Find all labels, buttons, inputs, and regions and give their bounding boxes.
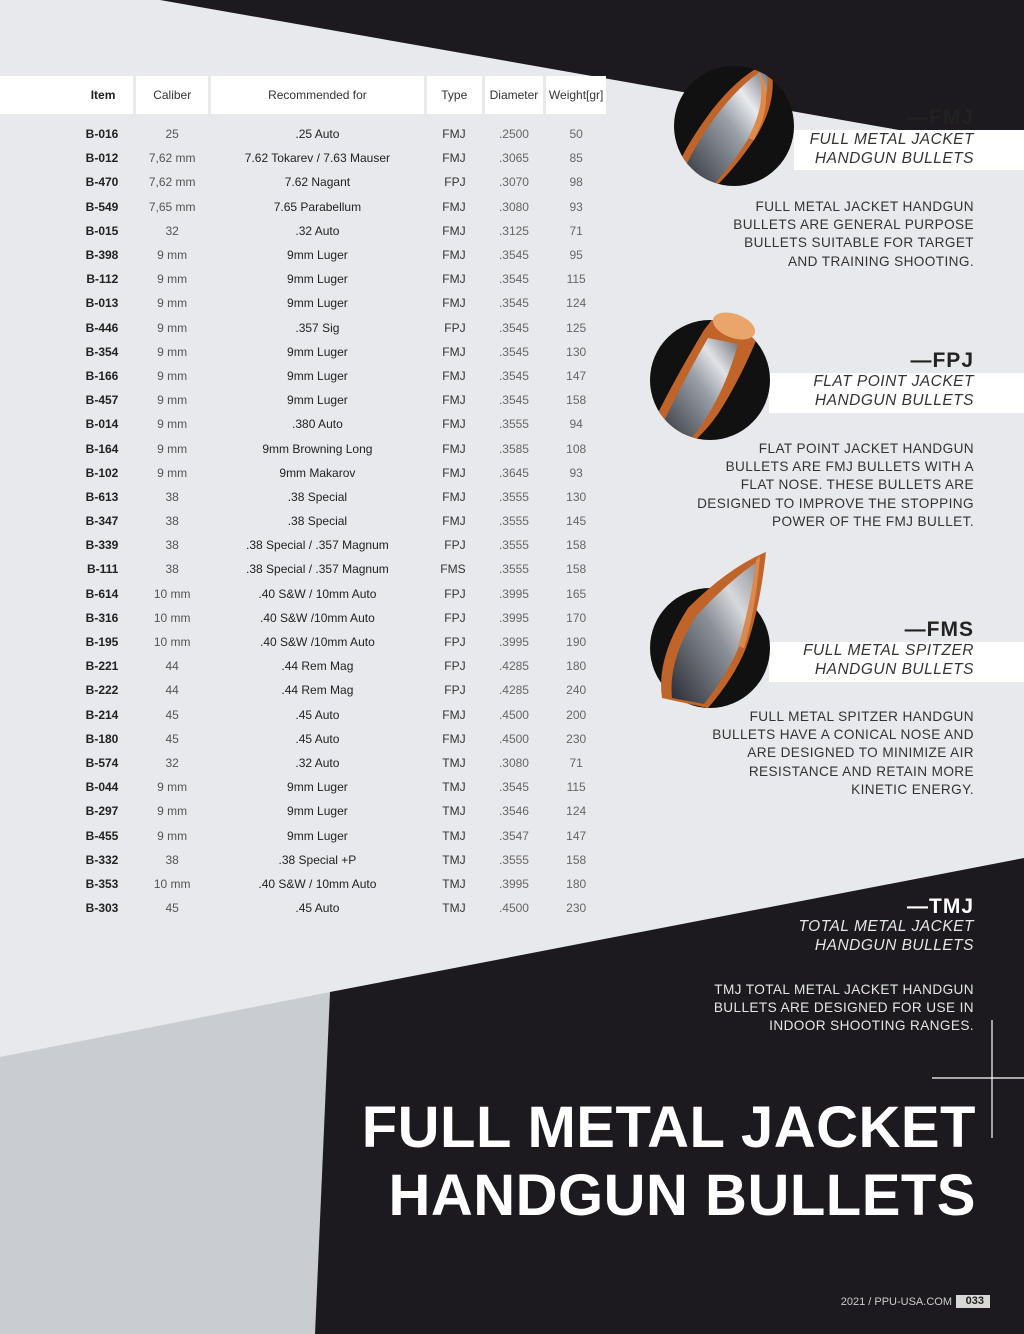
cell-item: B-353 xyxy=(85,876,119,891)
cell-type: FMJ xyxy=(442,272,466,287)
cell-recommended: .38 Special / .357 Magnum xyxy=(246,538,389,553)
header-weight-label: Weight xyxy=(548,87,587,102)
fms-bullet-icon xyxy=(648,548,772,708)
cell-recommended: 9mm Luger xyxy=(287,368,348,383)
cell-weight: 95 xyxy=(569,248,583,263)
page-number: 033 xyxy=(956,1295,990,1308)
cell-recommended: .38 Special xyxy=(287,489,348,504)
cell-caliber: 10 mm xyxy=(153,610,191,625)
cell-recommended: .32 Auto xyxy=(295,223,340,238)
cell-diameter: .3545 xyxy=(498,248,529,263)
cell-diameter: .4500 xyxy=(498,731,529,746)
cell-weight: 230 xyxy=(566,901,587,916)
fmj-description-line: BULLETS SUITABLE FOR TARGET xyxy=(744,235,974,251)
cell-diameter: .3995 xyxy=(498,635,529,650)
cell-type: FMJ xyxy=(442,441,466,456)
cell-caliber: 9 mm xyxy=(157,296,188,311)
cell-caliber: 9 mm xyxy=(157,272,188,287)
cell-item: B-044 xyxy=(85,780,119,795)
cell-caliber: 10 mm xyxy=(153,635,191,650)
table-row xyxy=(0,727,606,751)
cell-item: B-014 xyxy=(85,417,119,432)
table-row xyxy=(0,654,606,678)
cell-weight: 125 xyxy=(566,320,587,335)
cell-caliber: 9 mm xyxy=(157,368,188,383)
cell-weight: 93 xyxy=(569,199,583,214)
header-weight xyxy=(546,76,606,114)
cell-caliber: 38 xyxy=(165,562,179,577)
fmj-subtitle xyxy=(810,131,974,168)
cell-type: FMJ xyxy=(442,223,466,238)
cell-diameter: .3545 xyxy=(498,344,529,359)
cell-diameter: .3080 xyxy=(498,199,529,214)
cell-diameter: .3555 xyxy=(498,538,529,553)
fpj-subtitle-line2: HANDGUN BULLETS xyxy=(814,391,974,409)
table-row xyxy=(0,509,606,533)
table-row xyxy=(0,243,606,267)
cell-diameter: .3546 xyxy=(498,804,529,819)
cell-item: B-195 xyxy=(85,635,119,650)
cell-type: FPJ xyxy=(444,635,466,650)
cell-weight: 240 xyxy=(566,683,587,698)
cell-recommended: .32 Auto xyxy=(295,755,340,770)
cell-weight: 158 xyxy=(566,538,587,553)
fpj-description-line: DESIGNED TO IMPROVE THE STOPPING xyxy=(697,495,974,511)
cell-weight: 147 xyxy=(566,368,587,383)
cell-item: B-574 xyxy=(85,755,119,770)
cell-caliber: 7,62 mm xyxy=(148,175,196,190)
tmj-description xyxy=(714,981,974,1036)
cell-recommended: 9mm Luger xyxy=(287,272,348,287)
cell-type: FMJ xyxy=(442,344,466,359)
cell-diameter: .3547 xyxy=(498,828,529,843)
cell-weight: 180 xyxy=(566,659,587,674)
fms-description-line: KINETIC ENERGY. xyxy=(851,781,974,797)
table-row xyxy=(0,557,606,581)
fmj-description-line: BULLETS ARE GENERAL PURPOSE xyxy=(733,217,974,233)
table-row xyxy=(0,630,606,654)
table-row xyxy=(0,195,606,219)
table-row xyxy=(0,848,606,872)
cell-type: FMJ xyxy=(442,417,466,432)
cell-item: B-455 xyxy=(85,828,119,843)
table-row xyxy=(0,485,606,509)
table-row xyxy=(0,775,606,799)
cell-diameter: .3995 xyxy=(498,610,529,625)
fpj-description-line: FLAT POINT JACKET HANDGUN xyxy=(758,441,974,456)
bullet-spec-table xyxy=(0,76,606,920)
fpj-bullet-icon xyxy=(648,310,772,440)
cell-item: B-446 xyxy=(85,320,119,335)
fpj-description-line: BULLETS ARE FMJ BULLETS WITH A xyxy=(725,459,974,475)
cell-item: B-166 xyxy=(85,368,119,383)
cell-type: FPJ xyxy=(444,683,466,698)
fpj-subtitle-line1: FLAT POINT JACKET xyxy=(813,373,974,390)
cell-type: FMJ xyxy=(442,707,466,722)
cell-item: B-316 xyxy=(85,610,119,625)
cell-weight: 50 xyxy=(569,127,583,142)
cell-item: B-164 xyxy=(85,441,119,456)
cell-caliber: 9 mm xyxy=(157,248,188,263)
cell-weight: 124 xyxy=(566,296,587,311)
header-item: Item xyxy=(0,76,133,114)
table-header xyxy=(0,76,606,114)
fpj-description-line: FLAT NOSE. THESE BULLETS ARE xyxy=(740,477,974,493)
cell-type: FPJ xyxy=(444,320,466,335)
cell-recommended: .45 Auto xyxy=(295,707,340,722)
table-row xyxy=(0,267,606,291)
cell-recommended: 7.65 Parabellum xyxy=(273,199,362,214)
cell-diameter: .3545 xyxy=(498,320,529,335)
fms-code: —FMS xyxy=(904,618,974,641)
cell-caliber: 10 mm xyxy=(153,586,191,601)
cell-recommended: .44 Rem Mag xyxy=(281,683,354,698)
cell-diameter: .4500 xyxy=(498,901,529,916)
cell-type: TMJ xyxy=(442,828,466,843)
table-row xyxy=(0,678,606,702)
cell-recommended: .25 Auto xyxy=(295,127,340,142)
cell-caliber: 38 xyxy=(165,489,179,504)
table-row xyxy=(0,146,606,170)
cell-type: FMJ xyxy=(442,151,466,166)
cell-type: FMJ xyxy=(442,514,466,529)
cell-recommended: .40 S&W / 10mm Auto xyxy=(258,586,377,601)
cell-item: B-303 xyxy=(85,901,119,916)
header-recommended: Recommended for xyxy=(211,76,424,114)
table-row xyxy=(0,316,606,340)
header-type: Type xyxy=(427,76,482,114)
cell-recommended: .38 Special +P xyxy=(278,852,357,867)
cell-item: B-297 xyxy=(85,804,119,819)
cell-diameter: .3545 xyxy=(498,272,529,287)
footer-site: 2021 / PPU-USA.COM xyxy=(840,1295,952,1308)
cell-type: FMJ xyxy=(442,127,466,142)
fpj-subtitle xyxy=(813,373,974,410)
tmj-description-line: INDOOR SHOOTING RANGES. xyxy=(769,1018,974,1034)
cell-item: B-614 xyxy=(85,586,119,601)
table-row xyxy=(0,170,606,194)
tmj-subtitle xyxy=(798,918,974,955)
fmj-bullet-icon xyxy=(672,60,796,186)
cell-recommended: 9mm Luger xyxy=(287,344,348,359)
table-row xyxy=(0,436,606,460)
cell-caliber: 9 mm xyxy=(157,780,188,795)
cell-diameter: .3585 xyxy=(498,441,529,456)
cell-diameter: .3065 xyxy=(498,151,529,166)
cell-caliber: 9 mm xyxy=(157,417,188,432)
cell-caliber: 45 xyxy=(165,731,179,746)
table-row xyxy=(0,533,606,557)
cell-recommended: 9mm Luger xyxy=(287,393,348,408)
cell-type: TMJ xyxy=(442,876,466,891)
cell-weight: 165 xyxy=(566,586,587,601)
cell-type: FPJ xyxy=(444,175,466,190)
cell-caliber: 9 mm xyxy=(157,465,188,480)
cell-weight: 94 xyxy=(569,417,583,432)
cell-diameter: .3555 xyxy=(498,562,529,577)
cell-item: B-354 xyxy=(85,344,119,359)
cell-weight: 108 xyxy=(566,441,587,456)
cell-weight: 98 xyxy=(569,175,583,190)
cell-weight: 158 xyxy=(566,393,587,408)
table-row xyxy=(0,823,606,847)
cell-caliber: 45 xyxy=(165,707,179,722)
cell-item: B-013 xyxy=(85,296,119,311)
cell-caliber: 9 mm xyxy=(157,344,188,359)
cell-item: B-398 xyxy=(85,248,119,263)
cell-diameter: .3555 xyxy=(498,514,529,529)
table-row xyxy=(0,219,606,243)
fms-subtitle-line1: FULL METAL SPITZER xyxy=(803,642,974,659)
cell-weight: 147 xyxy=(566,828,587,843)
cell-type: FMJ xyxy=(442,731,466,746)
cell-type: FMJ xyxy=(442,296,466,311)
cell-item: B-214 xyxy=(85,707,119,722)
cell-diameter: .3995 xyxy=(498,586,529,601)
cell-diameter: .4500 xyxy=(498,707,529,722)
cell-caliber: 9 mm xyxy=(157,828,188,843)
table-row xyxy=(0,799,606,823)
cell-diameter: .3555 xyxy=(498,417,529,432)
cell-type: FMJ xyxy=(442,248,466,263)
cell-weight: 158 xyxy=(566,562,587,577)
cell-caliber: 38 xyxy=(165,852,179,867)
cell-weight: 200 xyxy=(566,707,587,722)
tmj-code: —TMJ xyxy=(907,895,974,918)
cell-diameter: .2500 xyxy=(498,127,529,142)
cell-diameter: .3545 xyxy=(498,780,529,795)
page-title-line2: HANDGUN BULLETS xyxy=(388,1163,976,1228)
fmj-code: —FMJ xyxy=(907,106,974,129)
cell-weight: 158 xyxy=(566,852,587,867)
cell-caliber: 9 mm xyxy=(157,320,188,335)
tmj-subtitle-line1: TOTAL METAL JACKET xyxy=(798,918,974,935)
table-row xyxy=(0,340,606,364)
cell-item: B-015 xyxy=(85,223,119,238)
cell-type: FPJ xyxy=(444,586,466,601)
cell-diameter: .3545 xyxy=(498,296,529,311)
cell-weight: 71 xyxy=(569,223,583,238)
cell-type: TMJ xyxy=(442,852,466,867)
cell-recommended: .40 S&W / 10mm Auto xyxy=(258,876,377,891)
cell-diameter: .3645 xyxy=(498,465,529,480)
cell-caliber: 32 xyxy=(165,223,179,238)
cell-diameter: .3080 xyxy=(498,755,529,770)
tmj-description-line: TMJ TOTAL METAL JACKET HANDGUN xyxy=(714,982,974,997)
fms-description-line: FULL METAL SPITZER HANDGUN xyxy=(749,709,974,724)
cell-recommended: .45 Auto xyxy=(295,901,340,916)
table-row xyxy=(0,606,606,630)
cell-item: B-339 xyxy=(85,538,119,553)
page-title-line1: FULL METAL JACKET xyxy=(361,1095,976,1160)
cell-recommended: .45 Auto xyxy=(295,731,340,746)
cell-weight: 71 xyxy=(569,755,583,770)
fmj-description-line: FULL METAL JACKET HANDGUN xyxy=(755,199,974,214)
fms-subtitle xyxy=(803,642,974,679)
header-diameter: Diameter xyxy=(485,76,544,114)
table-body xyxy=(0,114,606,920)
cell-diameter: .3545 xyxy=(498,368,529,383)
cell-recommended: .380 Auto xyxy=(292,417,343,432)
cell-diameter: .3070 xyxy=(498,175,529,190)
cell-recommended: .38 Special / .357 Magnum xyxy=(246,562,389,577)
cell-item: B-457 xyxy=(85,393,119,408)
fms-description xyxy=(712,708,974,799)
cell-item: B-470 xyxy=(85,175,119,190)
cell-caliber: 44 xyxy=(165,659,179,674)
fmj-description xyxy=(733,198,974,271)
cell-caliber: 38 xyxy=(165,514,179,529)
cell-type: TMJ xyxy=(442,755,466,770)
cell-weight: 93 xyxy=(569,465,583,480)
cell-item: B-222 xyxy=(85,683,119,698)
cell-diameter: .4285 xyxy=(498,683,529,698)
cell-weight: 130 xyxy=(566,489,587,504)
cell-caliber: 25 xyxy=(165,127,179,142)
cell-caliber: 9 mm xyxy=(157,441,188,456)
table-row xyxy=(0,122,606,146)
table-row xyxy=(0,388,606,412)
header-caliber: Caliber xyxy=(136,76,208,114)
tmj-subtitle-line2: HANDGUN BULLETS xyxy=(814,936,974,954)
table-row xyxy=(0,896,606,920)
cell-recommended: 7.62 Nagant xyxy=(284,175,351,190)
cell-item: B-102 xyxy=(85,465,119,480)
table-row xyxy=(0,412,606,436)
cell-weight: 130 xyxy=(566,344,587,359)
cell-recommended: 9mm Luger xyxy=(287,828,348,843)
cell-item: B-111 xyxy=(87,562,119,577)
cell-type: FMJ xyxy=(442,368,466,383)
cell-diameter: .3555 xyxy=(498,852,529,867)
cell-recommended: 9mm Luger xyxy=(287,248,348,263)
fmj-description-line: AND TRAINING SHOOTING. xyxy=(787,253,974,269)
cell-weight: 145 xyxy=(566,514,587,529)
cell-type: TMJ xyxy=(442,804,466,819)
cell-type: FMJ xyxy=(442,465,466,480)
cell-weight: 85 xyxy=(569,151,583,166)
fms-description-line: BULLETS HAVE A CONICAL NOSE AND xyxy=(712,727,974,743)
cell-type: TMJ xyxy=(442,780,466,795)
cell-weight: 180 xyxy=(566,876,587,891)
table-row xyxy=(0,703,606,727)
cell-recommended: 9mm Luger xyxy=(287,296,348,311)
fpj-description xyxy=(697,440,974,531)
cell-recommended: 9mm Makarov xyxy=(279,465,356,480)
cell-caliber: 10 mm xyxy=(153,876,191,891)
table-row xyxy=(0,751,606,775)
cell-recommended: .357 Sig xyxy=(295,320,340,335)
fpj-code: —FPJ xyxy=(910,349,974,372)
cell-item: B-347 xyxy=(85,514,119,529)
cell-type: FMJ xyxy=(442,393,466,408)
fms-subtitle-line2: HANDGUN BULLETS xyxy=(814,660,974,678)
cell-caliber: 44 xyxy=(165,683,179,698)
cell-type: FPJ xyxy=(444,659,466,674)
cell-item: B-016 xyxy=(85,127,119,142)
cell-recommended: 7.62 Tokarev / 7.63 Mauser xyxy=(244,151,390,166)
table-row xyxy=(0,364,606,388)
cell-recommended: .40 S&W /10mm Auto xyxy=(260,610,375,625)
cell-item: B-613 xyxy=(85,489,119,504)
fms-description-line: RESISTANCE AND RETAIN MORE xyxy=(748,763,974,779)
cell-item: B-180 xyxy=(85,731,119,746)
cell-type: FMJ xyxy=(442,199,466,214)
fmj-subtitle-line1: FULL METAL JACKET xyxy=(809,131,974,148)
cell-diameter: .3995 xyxy=(498,876,529,891)
lower-gray-panel xyxy=(0,992,330,1334)
cell-caliber: 9 mm xyxy=(157,393,188,408)
cell-caliber: 32 xyxy=(165,755,179,770)
table-row xyxy=(0,582,606,606)
fms-description-line: ARE DESIGNED TO MINIMIZE AIR xyxy=(747,745,974,761)
fpj-description-line: POWER OF THE FMJ BULLET. xyxy=(772,513,974,529)
cell-item: B-112 xyxy=(86,272,119,287)
header-weight-unit: [gr] xyxy=(586,87,604,102)
cell-type: FPJ xyxy=(444,610,466,625)
cell-diameter: .3555 xyxy=(498,489,529,504)
cell-diameter: .4285 xyxy=(498,659,529,674)
cell-item: B-221 xyxy=(85,659,119,674)
cell-caliber: 9 mm xyxy=(157,804,188,819)
cell-recommended: 9mm Luger xyxy=(287,780,348,795)
cell-weight: 115 xyxy=(566,780,586,795)
cell-caliber: 45 xyxy=(165,901,179,916)
cell-recommended: .38 Special xyxy=(287,514,348,529)
cell-recommended: .40 S&W /10mm Auto xyxy=(260,635,375,650)
cell-caliber: 38 xyxy=(165,538,179,553)
cell-type: FMS xyxy=(440,562,466,577)
cell-type: TMJ xyxy=(442,901,466,916)
cell-caliber: 7,65 mm xyxy=(148,199,196,214)
cell-diameter: .3125 xyxy=(498,223,529,238)
cell-recommended: 9mm Luger xyxy=(287,804,348,819)
table-row xyxy=(0,872,606,896)
cell-weight: 230 xyxy=(566,731,587,746)
table-row xyxy=(0,461,606,485)
cell-recommended: 9mm Browning Long xyxy=(262,441,373,456)
tmj-description-line: BULLETS ARE DESIGNED FOR USE IN xyxy=(713,1000,974,1016)
cell-type: FPJ xyxy=(444,538,466,553)
cell-caliber: 7,62 mm xyxy=(148,151,196,166)
cell-weight: 115 xyxy=(566,272,586,287)
cell-item: B-549 xyxy=(85,199,119,214)
page-title xyxy=(362,1094,976,1230)
fmj-subtitle-line2: HANDGUN BULLETS xyxy=(814,149,974,167)
cell-weight: 124 xyxy=(566,804,587,819)
cell-type: FMJ xyxy=(442,489,466,504)
cell-item: B-332 xyxy=(85,852,119,867)
table-row xyxy=(0,291,606,315)
cell-item: B-012 xyxy=(85,151,119,166)
cell-diameter: .3545 xyxy=(498,393,529,408)
cell-weight: 170 xyxy=(566,610,587,625)
cell-weight: 190 xyxy=(566,635,587,650)
cell-recommended: .44 Rem Mag xyxy=(281,659,354,674)
page-footer xyxy=(841,1295,990,1308)
